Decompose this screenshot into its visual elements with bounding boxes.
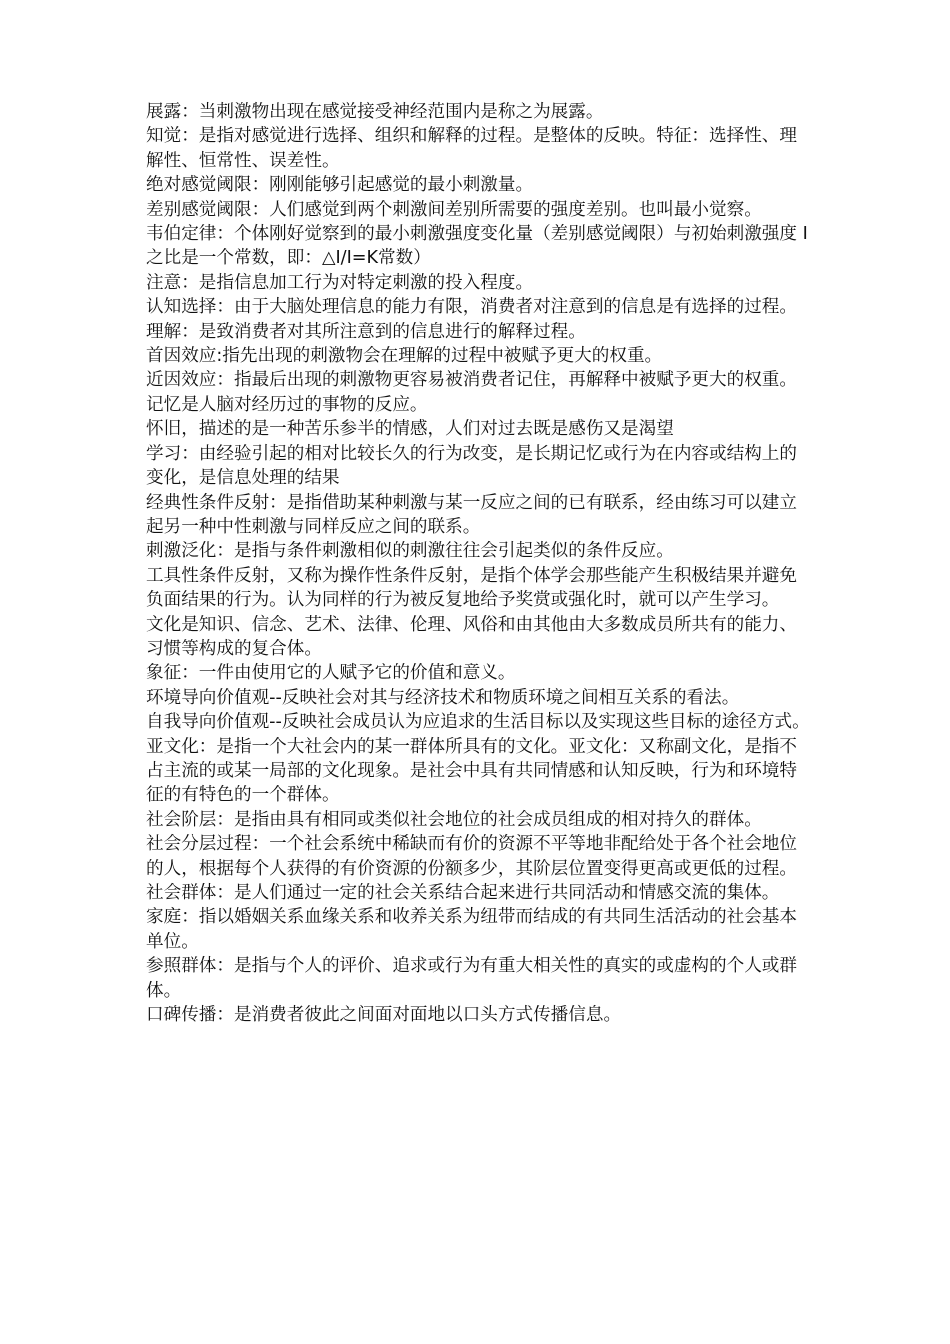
- definition-paragraph: 韦伯定律：个体刚好觉察到的最小刺激强度变化量（差别感觉阈限）与初始刺激强度 I之比是一个常数，即：△I/I=K常数）: [146, 224, 808, 269]
- definition-paragraph: 参照群体：是指与个人的评价、追求或行为有重大相关性的真实的或虚构的个人或群体。: [146, 956, 797, 1001]
- definition-paragraph: 经典性条件反射：是指借助某种刺激与某一反应之间的已有联系，经由练习可以建立起另一种中性刺激与同样反应之间的联系。: [146, 492, 797, 537]
- definition-paragraph: 首因效应:指先出现的刺激物会在理解的过程中被赋予更大的权重。: [146, 346, 663, 367]
- definition-paragraph: 自我导向价值观--反映社会成员认为应追求的生活目标以及实现这些目标的途径方式。: [146, 712, 810, 733]
- definition-paragraph: 知觉：是指对感觉进行选择、组织和解释的过程。是整体的反映。特征：选择性、理解性、恒常性、误差性。: [146, 126, 797, 171]
- definition-paragraph: 口碑传播：是消费者彼此之间面对面地以口头方式传播信息。: [146, 1005, 622, 1026]
- definition-paragraph: 学习：由经验引起的相对比较长久的行为改变，是长期记忆或行为在内容或结构上的变化，是信息处理的结果: [146, 443, 797, 489]
- definition-paragraph: 绝对感觉阈限：刚刚能够引起感觉的最小刺激量。: [146, 175, 534, 196]
- definition-paragraph: 差别感觉阈限：人们感觉到两个刺激间差别所需要的强度差别。也叫最小觉察。: [146, 199, 762, 220]
- definition-paragraph: 环境导向价值观--反映社会对其与经济技术和物质环境之间相互关系的看法。: [146, 687, 740, 708]
- definition-paragraph: 近因效应：指最后出现的刺激物更容易被消费者记住，再解释中被赋予更大的权重。: [146, 370, 797, 391]
- definition-paragraph: 亚文化：是指一个大社会内的某一群体所具有的文化。亚文化：又称副文化，是指不占主流的或某一局部的文化现象。是社会中具有共同情感和认知反映，行为和环境特征的有特色的一个群体。: [146, 736, 797, 806]
- definition-paragraph: 文化是知识、信念、艺术、法律、伦理、风俗和由其他由大多数成员所共有的能力、习惯等构成的复合体。: [146, 614, 797, 659]
- definition-paragraph: 社会阶层：是指由具有相同或类似社会地位的社会成员组成的相对持久的群体。: [146, 809, 762, 830]
- definition-paragraph: 工具性条件反射，又称为操作性条件反射，是指个体学会那些能产生积极结果并避免负面结果的行为。认为同样的行为被反复地给予奖赏或强化时，就可以产生学习。: [146, 565, 797, 611]
- definition-paragraph: 理解：是致消费者对其所注意到的信息进行的解释过程。: [146, 321, 586, 342]
- definition-paragraph: 认知选择：由于大脑处理信息的能力有限，消费者对注意到的信息是有选择的过程。: [146, 297, 797, 318]
- document-body: [146, 100, 810, 1027]
- definition-paragraph: 社会分层过程：一个社会系统中稀缺而有价的资源不平等地非配给处于各个社会地位的人，根据每个人获得的有价资源的份额多少，其阶层位置变得更高或更低的过程。: [146, 834, 797, 879]
- definition-paragraph: 展露：当刺激物出现在感觉接受神经范围内是称之为展露。: [146, 102, 604, 122]
- definition-paragraph: 刺激泛化：是指与条件刺激相似的刺激往往会引起类似的条件反应。: [146, 541, 674, 562]
- definition-paragraph: 象征：一件由使用它的人赋予它的价值和意义。: [146, 663, 516, 684]
- definition-paragraph: 家庭：指以婚姻关系血缘关系和收养关系为纽带而结成的有共同生活活动的社会基本单位。: [146, 907, 797, 952]
- definition-paragraph: 记忆是人脑对经历过的事物的反应。: [146, 394, 428, 415]
- definition-paragraph: 社会群体：是人们通过一定的社会关系结合起来进行共同活动和情感交流的集体。: [146, 883, 780, 903]
- definition-paragraph: 怀旧，描述的是一种苦乐参半的情感，人们对过去既是感伤又是渴望: [146, 419, 674, 440]
- definition-paragraph: 注意：是指信息加工行为对特定刺激的投入程度。: [146, 272, 534, 293]
